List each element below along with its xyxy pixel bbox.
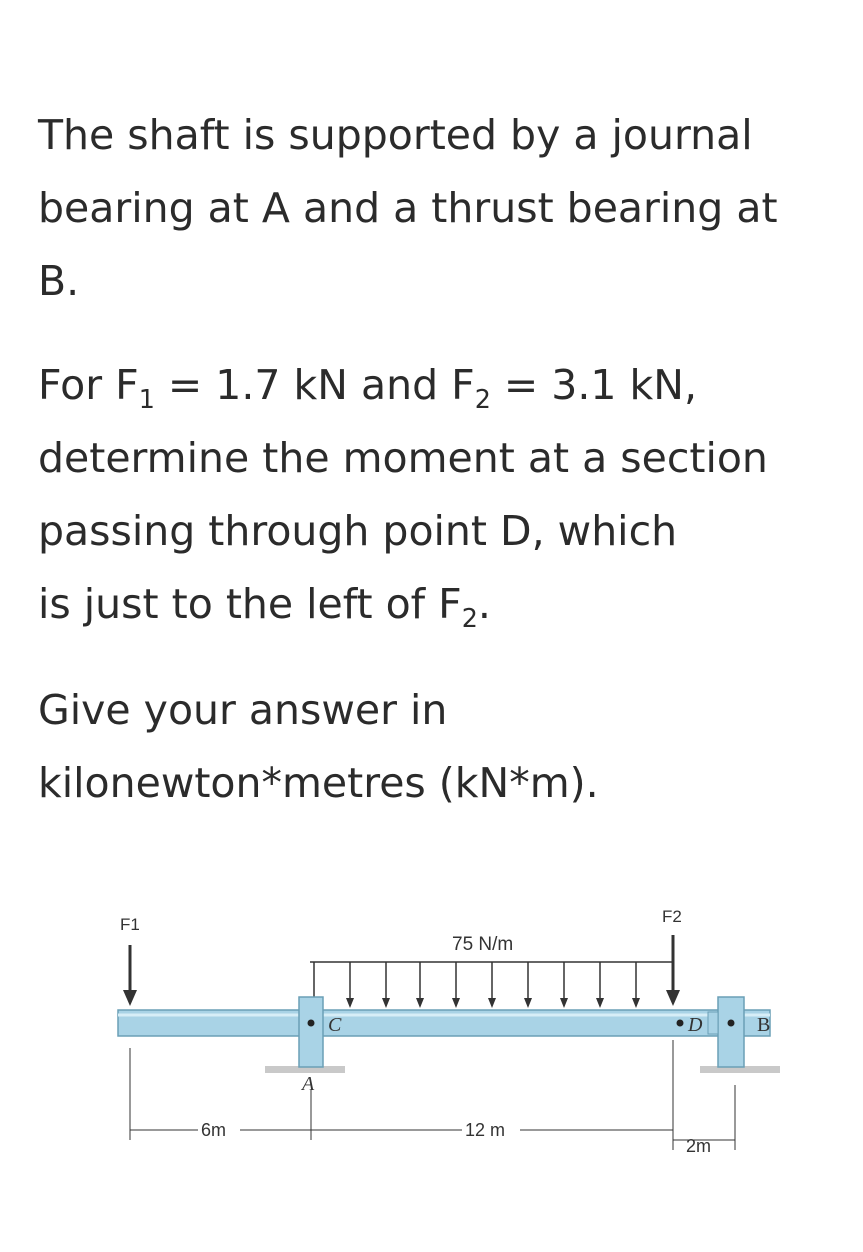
p3-line-2: kilonewton*metres (kN*m). [38,759,599,807]
load-arrow-head [596,998,604,1008]
problem-paragraph-2 [38,349,838,641]
problem-paragraph-3 [38,674,838,820]
p2-line-3: passing through point D, which [38,507,678,555]
load-arrow-head [560,998,568,1008]
p3-line-1: Give your answer in [38,686,448,734]
point-a-label: A [302,1073,315,1095]
distributed-load-label: 75 N/m [452,934,514,955]
dim-12m: 12 m [465,1120,506,1140]
f2-arrow [666,935,680,1006]
problem-paragraph-1 [38,99,838,318]
f1-arrow [123,945,137,1006]
p1-line-2: bearing at A and a thrust bearing at [38,184,778,232]
p1-line-1: The shaft is supported by a journal [38,111,753,159]
shaft-diagram [100,895,800,1175]
load-arrow-head [524,998,532,1008]
point-b-label: B [757,1014,771,1036]
point-d-label: D [688,1014,703,1036]
p2-line-4: is just to the left of $F_2$. [38,580,491,633]
f2-label: F2 [662,907,682,926]
point-d-marker [677,1020,684,1027]
p2-line-1: For $F_1 = 1.7$ kN and $F_2 = 3.1$ kN, [38,361,697,414]
distributed-load [310,962,673,1008]
dim-2m: 2m [686,1136,712,1156]
p1-line-3: B. [38,257,80,305]
p2-line-2: determine the moment at a section [38,434,768,482]
load-arrow-head [346,998,354,1008]
load-arrow-head [488,998,496,1008]
load-arrow-head [452,998,460,1008]
dim-6m: 6m [201,1120,227,1140]
f1-label: F1 [120,915,140,934]
point-c-label: C [328,1014,342,1036]
load-arrow-head [632,998,640,1008]
load-arrow-head [382,998,390,1008]
load-arrow-head [416,998,424,1008]
